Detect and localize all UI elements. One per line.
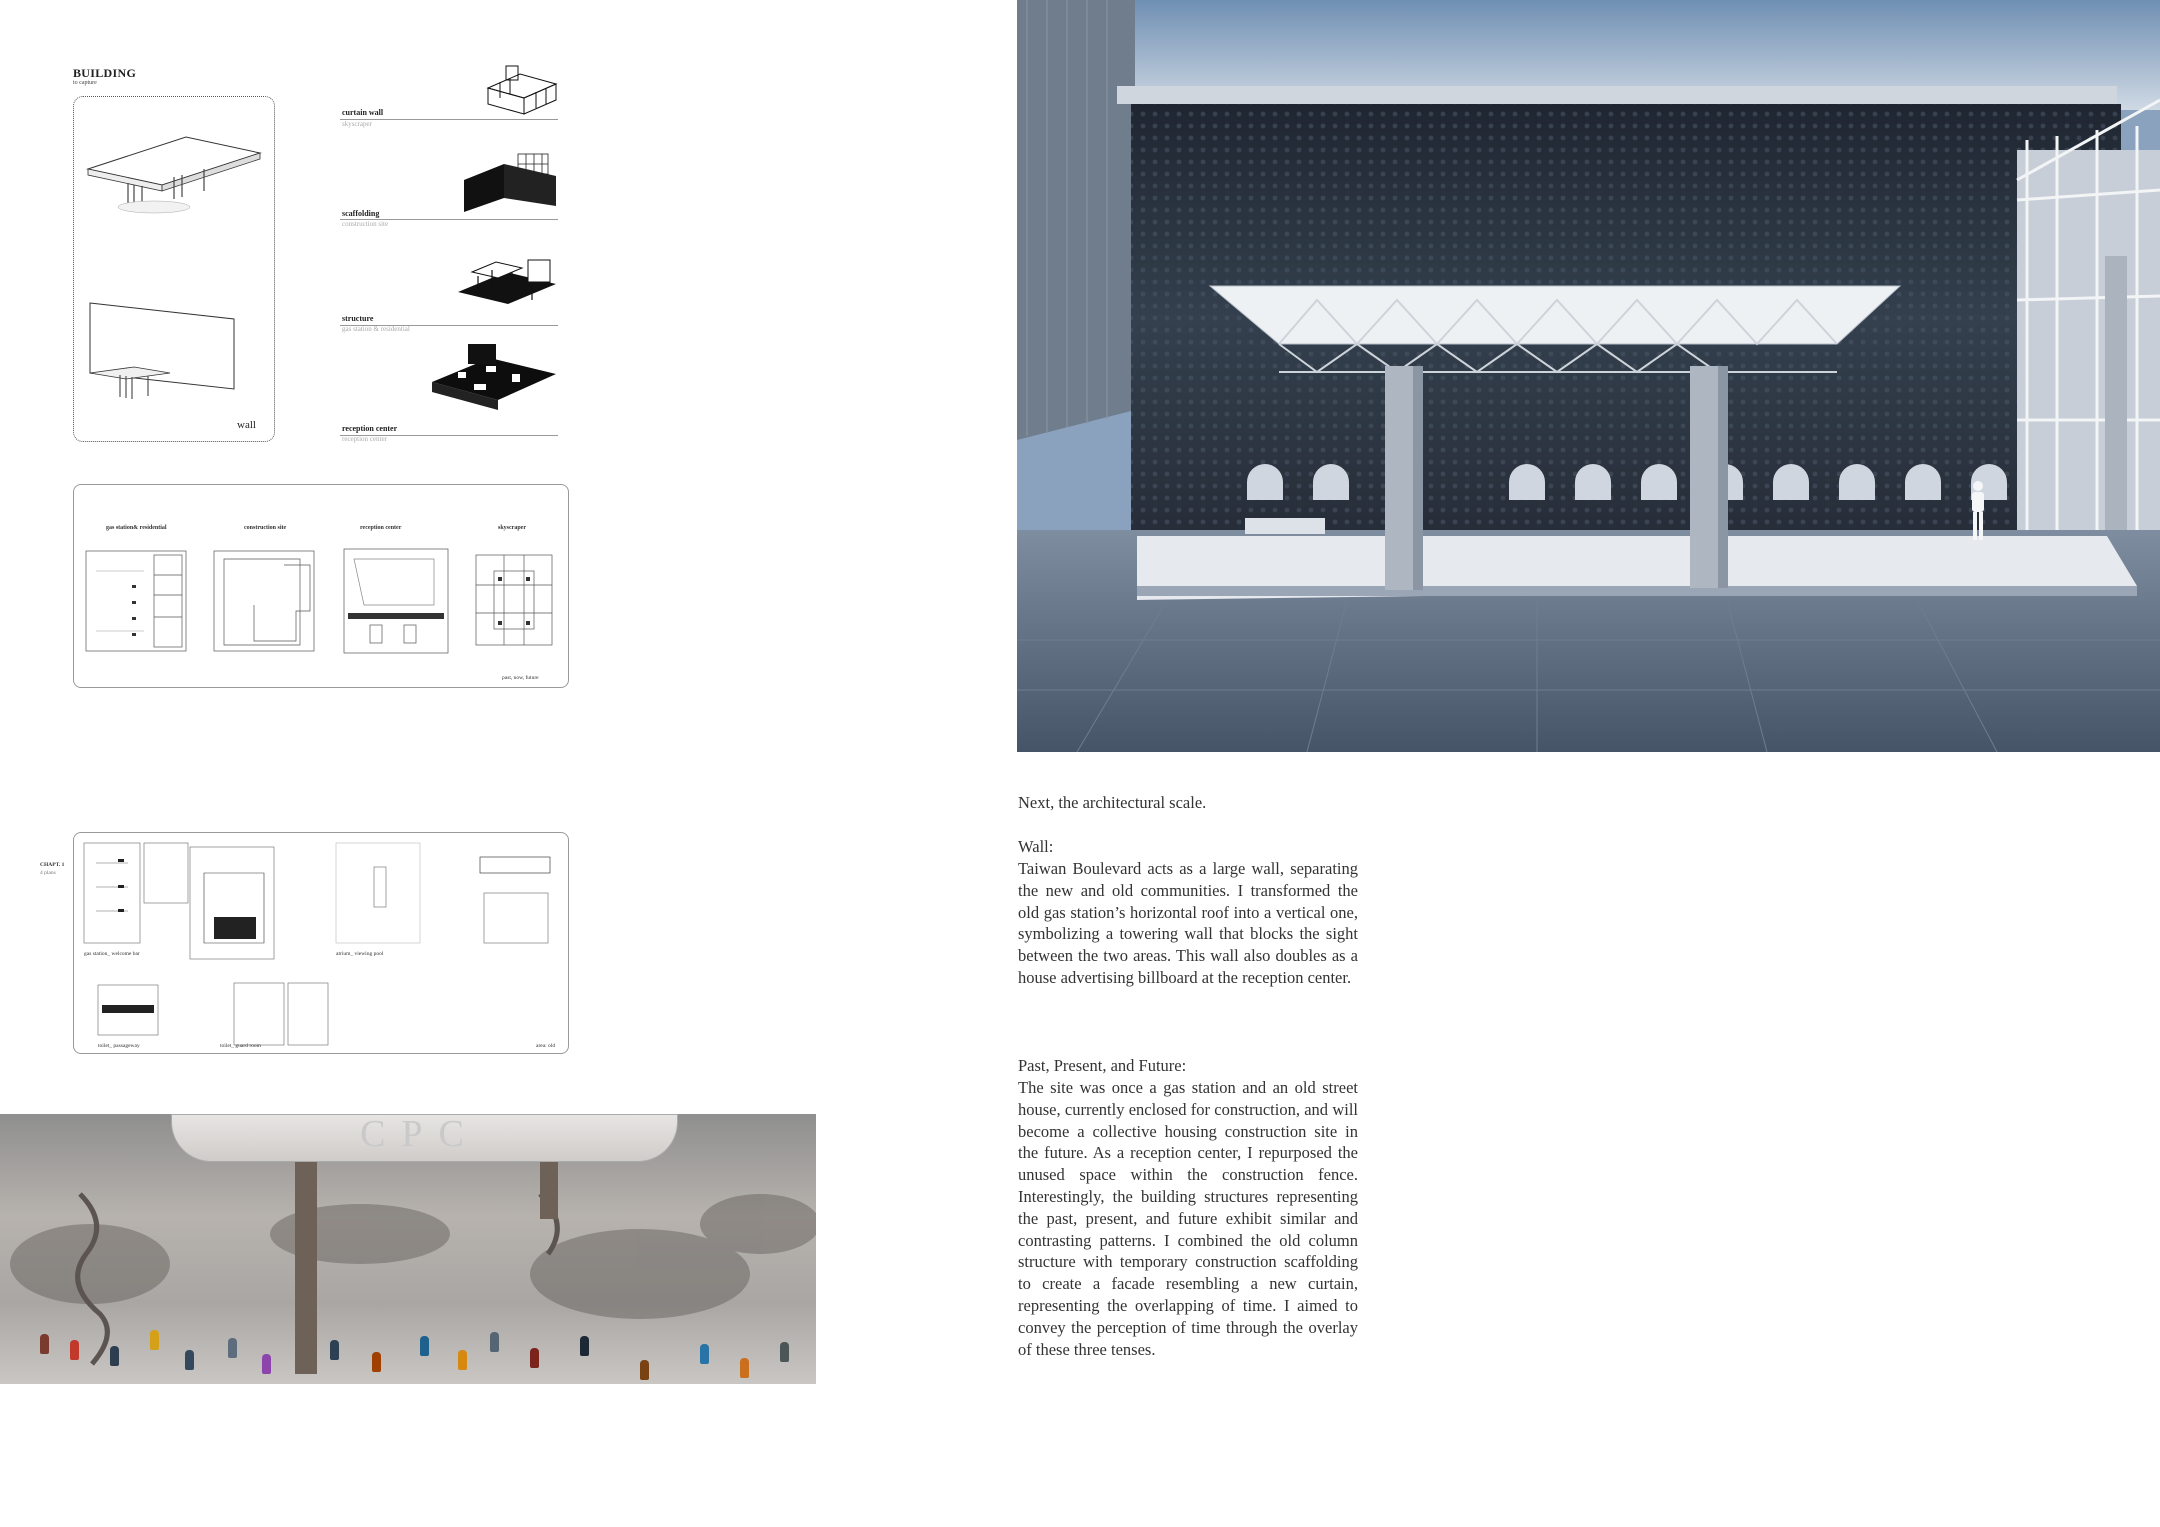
- floor-plan-drawings: [74, 485, 568, 687]
- plans-panel: [73, 484, 569, 688]
- person-figure: [700, 1344, 709, 1364]
- ppf-paragraph: The site was once a gas station and an old street house, currently enclosed for construction, and will become a collective housing construction site in the future. As a reception center, I repurposed the unused space within the construction fence. Interestingly, the building structures representing the past, present, and future exhibit similar and contrasting patterns. I combined the old column structure with temporary construction scaffolding to create a facade resembling a new curtain, representing the overlapping of time. I aimed to convey the perception of time through the overlay of these three tenses.: [1018, 1078, 1358, 1359]
- person-figure: [185, 1350, 194, 1370]
- page-title: BUILDING: [73, 66, 137, 80]
- plan-title-construction-site: construction site: [244, 525, 287, 531]
- caption-structure: structure: [342, 314, 374, 323]
- section-label-passageway: toilet_ passageway: [98, 1043, 140, 1049]
- sections-side-label: CHAPT. 1: [40, 862, 65, 868]
- plan-title-gas-station: gas station& residential: [106, 525, 167, 531]
- person-figure: [40, 1334, 49, 1354]
- wall-heading: Wall:: [1018, 837, 1054, 856]
- scaffolding-axonometric-drawing: [460, 150, 560, 214]
- person-figure: [530, 1348, 539, 1368]
- person-figure: [640, 1360, 649, 1380]
- person-figure: [780, 1342, 789, 1362]
- caption-curtain-wall-sub: skyscraper: [342, 120, 372, 128]
- person-figure: [458, 1350, 467, 1370]
- page-subtitle: to capture: [73, 80, 97, 86]
- person-figure: [150, 1330, 159, 1350]
- person-figure: [580, 1336, 589, 1356]
- plan-title-skyscraper: skyscraper: [498, 525, 526, 531]
- person-figure: [110, 1346, 119, 1366]
- plans-footer-note: past, now, future: [502, 675, 539, 681]
- person-figure: [372, 1352, 381, 1372]
- section-drawings: [74, 833, 568, 1053]
- structure-axonometric-drawing: [452, 252, 560, 320]
- person-figure: [330, 1340, 339, 1360]
- sections-panel: [73, 832, 569, 1054]
- person-figure: [420, 1336, 429, 1356]
- section-label-guard-room: toilet_ guard room: [220, 1043, 261, 1049]
- sections-side-sublabel: 4 plans: [40, 870, 56, 876]
- ppf-heading: Past, Present, and Future:: [1018, 1056, 1187, 1075]
- caption-reception-center: reception center: [342, 424, 398, 433]
- wall-concept-panel: [73, 96, 275, 442]
- caption-structure-sub: gas station & residential: [342, 325, 410, 333]
- caption-curtain-wall: curtain wall: [342, 108, 384, 117]
- gas-station-collage-image: [0, 1114, 816, 1384]
- section-label-gas-station: gas station_ welcome bar: [84, 951, 140, 957]
- section-label-area: area: old: [536, 1043, 556, 1049]
- caption-divider: [340, 119, 558, 120]
- caption-scaffolding: scaffolding: [342, 209, 380, 218]
- person-figure: [740, 1358, 749, 1378]
- plan-title-reception-center: reception center: [360, 525, 402, 531]
- person-figure: [228, 1338, 237, 1358]
- reception-center-axonometric-drawing: [428, 340, 560, 416]
- render-scene: [1017, 0, 2160, 752]
- wall-label: wall: [237, 419, 256, 431]
- wall-paragraph: Taiwan Boulevard acts as a large wall, separating the new and old communities. I transformed the old gas station’s horizontal roof into a vertical one, symbolizing a towering wall that blocks the sight between the two areas. This wall also doubles as a house advertising billboard at the reception center.: [1018, 859, 1358, 987]
- person-figure: [490, 1332, 499, 1352]
- person-figure: [262, 1354, 271, 1374]
- caption-scaffolding-sub: construction site: [342, 220, 389, 228]
- curtain-wall-axonometric-drawing: [484, 64, 560, 116]
- section-label-atrium: atrium_ viewing pool: [336, 951, 384, 957]
- roof-axonometric-drawing: [74, 97, 274, 441]
- caption-reception-center-sub: reception center: [342, 435, 387, 443]
- person-figure: [70, 1340, 79, 1360]
- intro-paragraph: Next, the architectural scale.: [1018, 793, 1207, 812]
- reception-center-render-image: [1017, 0, 2160, 752]
- cpc-sign: CPC: [360, 1114, 480, 1155]
